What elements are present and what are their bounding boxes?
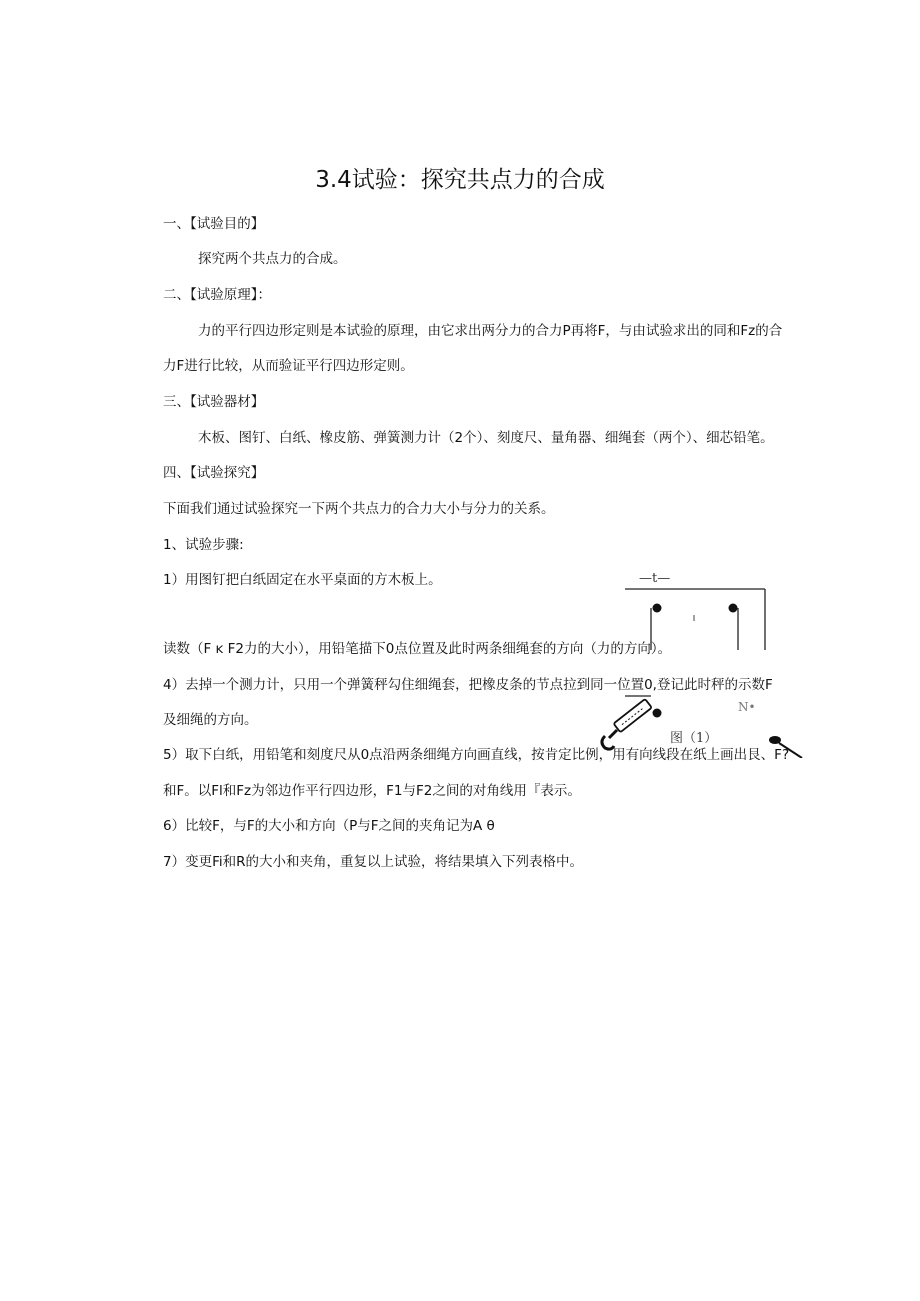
equipment-heading: 三、【试验器材】: [163, 394, 265, 410]
step-1: 1）用图钉把白纸固定在水平桌面的方木板上。: [163, 572, 442, 588]
step-4-line2: 及细绳的方向。: [163, 712, 258, 728]
figure-top-label: —t—: [639, 571, 671, 586]
principle-body-line2: 力F进行比较，从而验证平行四边形定则。: [163, 358, 414, 374]
step-6: 6）比较F，与F的大小和方向（P与F之间的夹角记为A θ: [163, 818, 495, 834]
purpose-body: 探究两个共点力的合成。: [198, 251, 347, 267]
step-5-line1: 5）取下白纸，用铅笔和刻度尺从0点沿两条细绳方向画直线，按肯定比例，用有向线段在纸上画出艮、F?: [163, 747, 790, 763]
step-3-tail: 读数（F ĸ F2力的大小），用铅笔描下0点位置及此时两条细绳套的方向（力的方向）。: [163, 641, 672, 657]
step-4-line1: 4）去掉一个测力计，只用一个弹簧秤勾住细绳套，把橡皮条的节点拉到同一位置0,登记此时秤的示数F: [163, 677, 773, 693]
step-5-line2: 和F。以Fl和Fz为邻边作平行四边形，F1与F2之间的对角线用『表示。: [163, 783, 581, 799]
steps-heading: 1、试验步骤:: [163, 537, 244, 553]
figure-caption: 图（1）: [670, 731, 718, 746]
principle-heading: 二、【试验原理】：: [163, 287, 271, 303]
exploration-intro: 下面我们通过试验探究一下两个共点力的合力大小与分力的关系。: [163, 501, 555, 517]
equipment-body: 木板、图钉、白纸、橡皮筋、弹簧测力计（2个）、刻度尺、量角器、细绳套（两个）、细芯铅笔。: [198, 430, 774, 446]
figure-right-mark: N•: [738, 700, 756, 714]
pin-top-right: [729, 604, 738, 613]
pin-bottom-left: [653, 709, 662, 718]
principle-body-line1: 力的平行四边形定则是本试验的原理，由它求出两分力的合力P再将F，与由试验求出的同和Fz的合: [198, 323, 783, 339]
pencil-icon: [769, 736, 802, 758]
exploration-heading: 四、【试验探究】: [163, 465, 265, 481]
spring-scale-icon: [602, 699, 652, 749]
page-title: 3.4试验：探究共点力的合成: [315, 167, 605, 193]
pin-top-left: [653, 604, 662, 613]
purpose-heading: 一、【试验目的】: [163, 216, 265, 232]
experiment-figure: [595, 568, 810, 758]
step-7: 7）变更Fi和R的大小和夹角，重复以上试验，将结果填入下列表格中。: [163, 854, 584, 870]
